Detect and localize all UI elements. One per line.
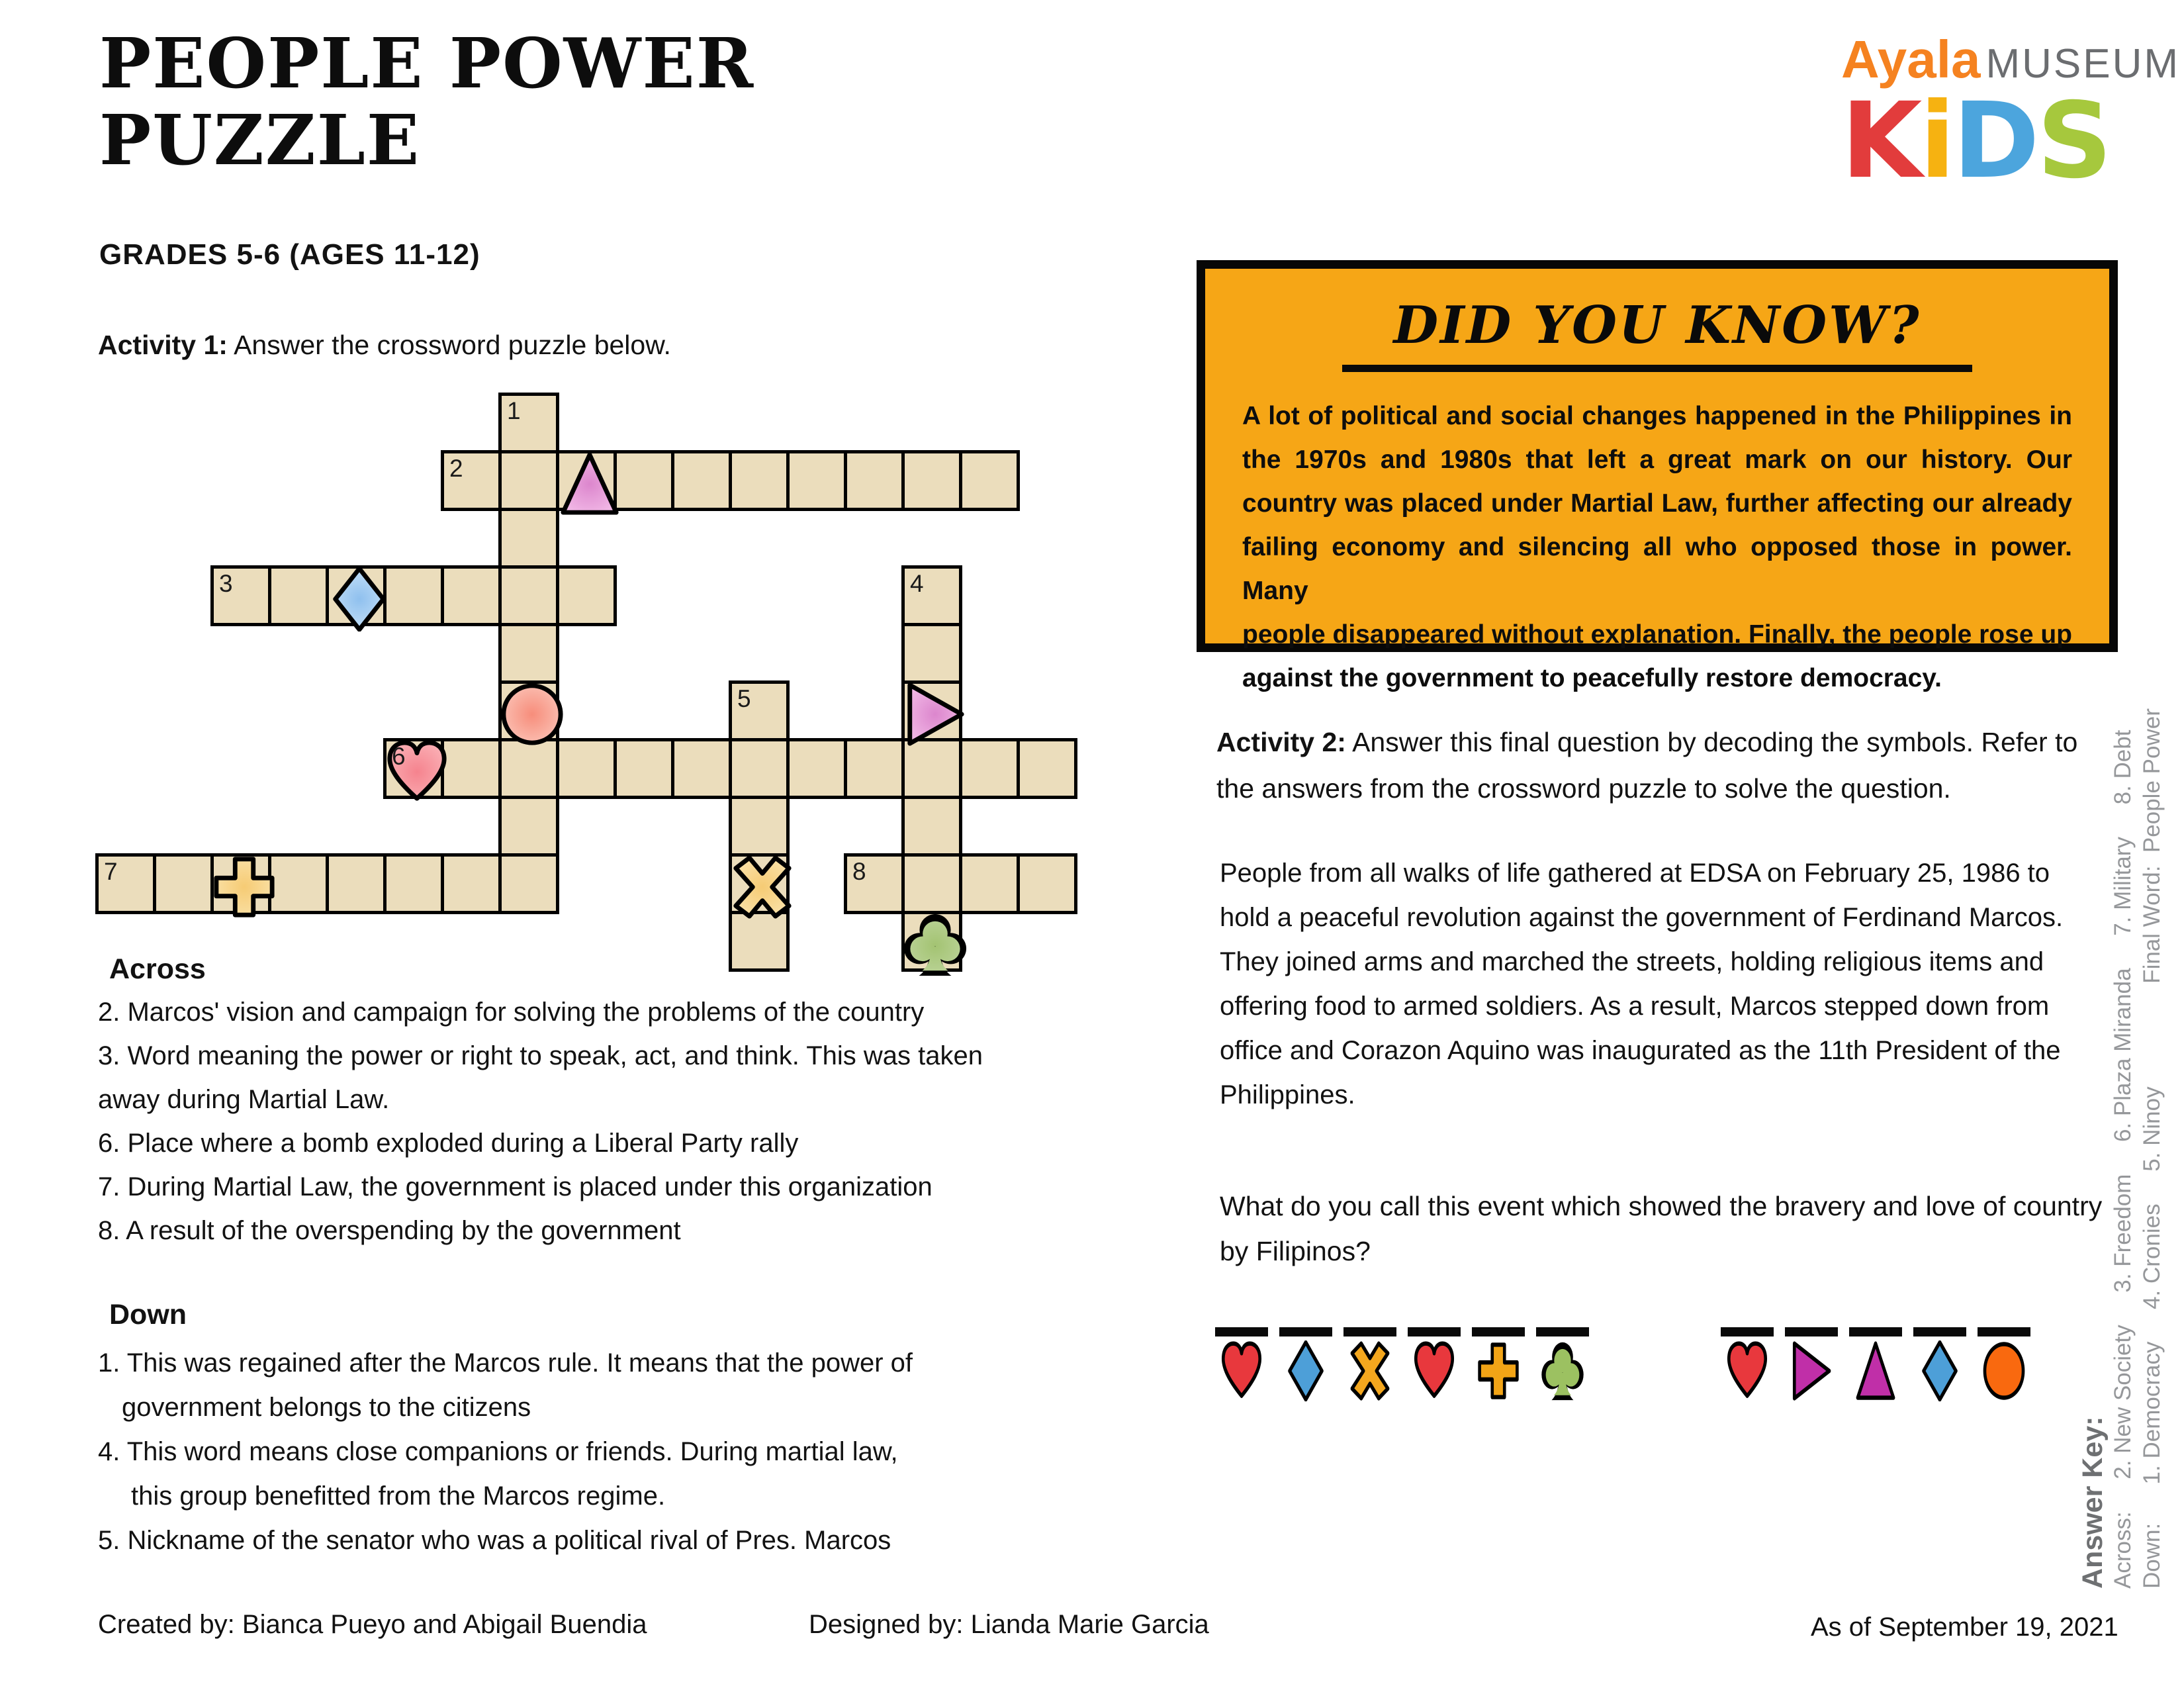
triangle-up-icon: [557, 451, 622, 516]
crossword-cell: [210, 853, 271, 914]
logo-museum-text: MUSEUM: [1985, 41, 2181, 87]
activity2-intro-line2: the answers from the crossword puzzle to solve the question.: [1216, 773, 1951, 804]
crossword-cell: [383, 738, 444, 799]
clue-number: 1: [507, 397, 521, 424]
kids-letter: i: [1919, 80, 1953, 202]
decode-symbols-group2: [1721, 1327, 2030, 1401]
answer-blank: [1536, 1327, 1589, 1336]
crossword-cell: [441, 738, 502, 799]
club-icon: [1541, 1340, 1584, 1401]
crossword-cell: [671, 738, 732, 799]
activity2-intro-line1: [1216, 719, 2077, 765]
triangle-right-icon: [1790, 1340, 1833, 1401]
text-line: government belongs to the citizens: [122, 1393, 531, 1422]
activity2-question: [1220, 1184, 2102, 1274]
crossword-cell: [959, 738, 1020, 799]
decode-slot: [1536, 1327, 1589, 1401]
logo-ayala-text: Ayala: [1841, 30, 1981, 89]
crossword-cell: [441, 853, 502, 914]
crossword-cell: [268, 565, 329, 626]
down-heading: Down: [109, 1299, 187, 1331]
answer-blank: [1785, 1327, 1838, 1336]
clue-number: 5: [737, 685, 751, 712]
activity2-label: Activity 2:: [1216, 727, 1346, 757]
crossword-cell: [729, 738, 790, 799]
decode-symbols-group1: [1215, 1327, 1589, 1401]
text-line: offering food to armed soldiers. As a result, Marcos stepped down from: [1220, 992, 2050, 1021]
activity2-intro-rest: Answer this final question by decoding the symbols. Refer to: [1345, 727, 2078, 757]
did-you-know-line: country was placed under Martial Law, further affecting our already: [1242, 489, 2072, 518]
text-line: They joined arms and marched the streets, holding religious items and: [1220, 947, 2044, 976]
crossword-cell: [498, 680, 559, 741]
diamond-icon: [327, 567, 392, 632]
activity2-paragraph: [1220, 851, 2063, 1117]
text-line: 7. During Martial Law, the government is placed under this organization: [98, 1172, 933, 1201]
text-line: 5. Nickname of the senator who was a political rival of Pres. Marcos: [98, 1526, 891, 1555]
crossword-cell: [901, 565, 962, 626]
crossword-cell: [901, 623, 962, 684]
answer-blank: [1408, 1327, 1461, 1336]
decode-slot: [1785, 1327, 1838, 1401]
crossword-cell: [268, 853, 329, 914]
text-line: this group benefitted from the Marcos regime.: [131, 1481, 666, 1511]
did-you-know-line: A lot of political and social changes happened in the Philippines in: [1242, 402, 2072, 430]
decode-slot: [1215, 1327, 1268, 1401]
heart-icon: [1725, 1340, 1769, 1401]
decode-slot: [1721, 1327, 1774, 1401]
title-line2: PUZZLE: [99, 99, 421, 181]
crossword-cell: [901, 738, 962, 799]
x-icon: [730, 855, 795, 919]
crossword-cell: [959, 853, 1020, 914]
crossword-cell: [729, 450, 790, 511]
text-line: 6. Place where a bomb exploded during a Liberal Party rally: [98, 1129, 799, 1158]
decode-slot: [1978, 1327, 2030, 1401]
crossword-cell: [498, 450, 559, 511]
answer-blank: [1721, 1327, 1774, 1336]
diamond-icon: [1284, 1340, 1328, 1401]
title-underline-rule: [1342, 365, 1972, 372]
crossword-cell: [153, 853, 214, 914]
clue-number: 7: [104, 858, 118, 885]
ayala-museum-kids-logo: [1841, 29, 2181, 202]
answer-blank: [1215, 1327, 1268, 1336]
crossword-cell: [556, 450, 617, 511]
text-line: 4. This word means close companions or friends. During martial law,: [98, 1437, 898, 1466]
crossword-cell: [844, 738, 905, 799]
across-heading: Across: [109, 953, 206, 985]
crossword-cell: [498, 796, 559, 857]
crossword-cell: [498, 853, 559, 914]
crossword-cell: [498, 623, 559, 684]
text-line: 8. A result of the overspending by the government: [98, 1216, 681, 1245]
page-title: [99, 25, 754, 179]
crossword-cell: [901, 680, 962, 741]
decode-slot: [1913, 1327, 1966, 1401]
crossword-cell: [210, 565, 271, 626]
crossword-cell: [383, 853, 444, 914]
heart-icon: [1412, 1340, 1456, 1401]
text-line: 2. Marcos' vision and campaign for solving the problems of the country: [98, 998, 925, 1027]
club-icon: [903, 912, 968, 977]
text-line: office and Corazon Aquino was inaugurated as the 11th President of the: [1220, 1036, 2061, 1065]
x-icon: [1348, 1340, 1392, 1401]
answer-key-down: Down: 1. Democracy 4. Cronies 5. Ninoy Final Word: People Power: [2139, 708, 2165, 1589]
clue-number: 3: [219, 570, 233, 597]
crossword-cell: [441, 450, 502, 511]
crossword-cell: [901, 911, 962, 972]
crossword-cell: [498, 393, 559, 453]
did-you-know-title: DID YOU KNOW?: [1393, 295, 1921, 355]
kids-letter: S: [2036, 80, 2110, 202]
answer-blank: [1279, 1327, 1332, 1336]
answer-key: [2077, 629, 2167, 1589]
clue-number: 2: [449, 455, 463, 482]
crossword-cell: [844, 450, 905, 511]
text-line: People from all walks of life gathered at EDSA on February 25, 1986 to: [1220, 859, 2050, 888]
decode-slot: [1472, 1327, 1525, 1401]
crossword-cell: [556, 565, 617, 626]
text-line: away during Martial Law.: [98, 1085, 390, 1114]
crossword-cell: [1017, 738, 1077, 799]
activity2-intro: [1216, 719, 2077, 812]
crossword-cell: [614, 738, 674, 799]
answer-blank: [1472, 1327, 1525, 1336]
crossword-cell: [95, 853, 156, 914]
circle-icon: [1982, 1340, 2026, 1401]
crossword-cell: [614, 450, 674, 511]
clue-number: 6: [392, 743, 406, 770]
text-line: 3. Word meaning the power or right to speak, act, and think. This was taken: [98, 1041, 983, 1070]
crossword-cell: [498, 508, 559, 569]
answer-key-across: Across: 2. New Society 3. Freedom 6. Plaza Miranda 7. Military 8. Debt: [2110, 729, 2136, 1589]
crossword-cell: [729, 796, 790, 857]
text-line: by Filipinos?: [1220, 1236, 1371, 1266]
text-line: Philippines.: [1220, 1080, 1355, 1109]
date-stamp: As of September 19, 2021: [1811, 1613, 2118, 1642]
crossword-cell: [383, 565, 444, 626]
kids-letter: D: [1952, 80, 2037, 202]
crossword-cell: [901, 450, 962, 511]
kids-wordmark: [1841, 80, 2132, 202]
heart-icon: [1220, 1340, 1263, 1401]
triangle-up-icon: [1854, 1340, 1897, 1401]
activity1-text: Answer the crossword puzzle below.: [227, 330, 671, 360]
clue-number: 8: [852, 858, 866, 885]
crossword-cell: [786, 450, 847, 511]
crossword-cell: [671, 450, 732, 511]
decode-slot: [1343, 1327, 1396, 1401]
decode-slot: [1408, 1327, 1461, 1401]
activity1-label: Activity 1:: [98, 330, 228, 360]
text-line: 1. This was regained after the Marcos rule. It means that the power of: [98, 1348, 913, 1378]
crossword-cell: [901, 853, 962, 914]
answer-blank: [1343, 1327, 1396, 1336]
crossword-cell: [326, 565, 387, 626]
text-line: hold a peaceful revolution against the government of Ferdinand Marcos.: [1220, 903, 2064, 932]
crossword-cell: [326, 853, 387, 914]
activity1-heading: [98, 330, 671, 361]
circle-icon: [500, 682, 565, 747]
clue-number: 4: [910, 570, 924, 597]
diamond-icon: [1918, 1340, 1962, 1401]
crossword-cell: [729, 680, 790, 741]
crossword-cell: [786, 738, 847, 799]
crossword-cell: [441, 565, 502, 626]
did-you-know-box: [1197, 260, 2118, 692]
crossword-cell: [844, 853, 905, 914]
crossword-cell: [959, 450, 1020, 511]
answer-blank: [1913, 1327, 1966, 1336]
crossword-cell: [498, 738, 559, 799]
text-line: What do you call this event which showed the bravery and love of country: [1220, 1191, 2103, 1221]
did-you-know-line: failing economy and silencing all who opposed those in power. Many: [1242, 533, 2072, 605]
credit-designed-by: Designed by: Lianda Marie Garcia: [809, 1610, 1209, 1639]
did-you-know-line: against the government to peacefully restore democracy.: [1242, 664, 1942, 692]
crossword-cell: [729, 853, 790, 914]
answer-blank: [1978, 1327, 2030, 1336]
plus-icon: [1477, 1340, 1520, 1401]
grade-level: GRADES 5-6 (AGES 11-12): [99, 238, 480, 271]
title-line1: PEOPLE POWER: [99, 23, 755, 104]
crossword-cell: [729, 911, 790, 972]
answer-key-heading: Answer Key:: [2077, 1416, 2109, 1589]
did-you-know-line: people disappeared without explanation. Finally, the people rose up: [1242, 620, 2072, 649]
answer-blank: [1849, 1327, 1902, 1336]
crossword-cell: [498, 565, 559, 626]
crossword-cell: [556, 738, 617, 799]
plus-icon: [212, 855, 277, 919]
decode-slot: [1279, 1327, 1332, 1401]
crossword-cell: [1017, 853, 1077, 914]
down-clues: [98, 1341, 913, 1563]
triangle-right-icon: [903, 682, 968, 747]
crossword-cell: [901, 796, 962, 857]
across-clues: [98, 990, 983, 1252]
did-you-know-line: the 1970s and 1980s that left a great mark on our history. Our: [1242, 445, 2072, 474]
kids-letter: K: [1841, 80, 1920, 202]
did-you-know-body: [1242, 395, 2072, 700]
decode-slot: [1849, 1327, 1902, 1401]
credit-created-by: Created by: Bianca Pueyo and Abigail Buendia: [98, 1610, 647, 1639]
